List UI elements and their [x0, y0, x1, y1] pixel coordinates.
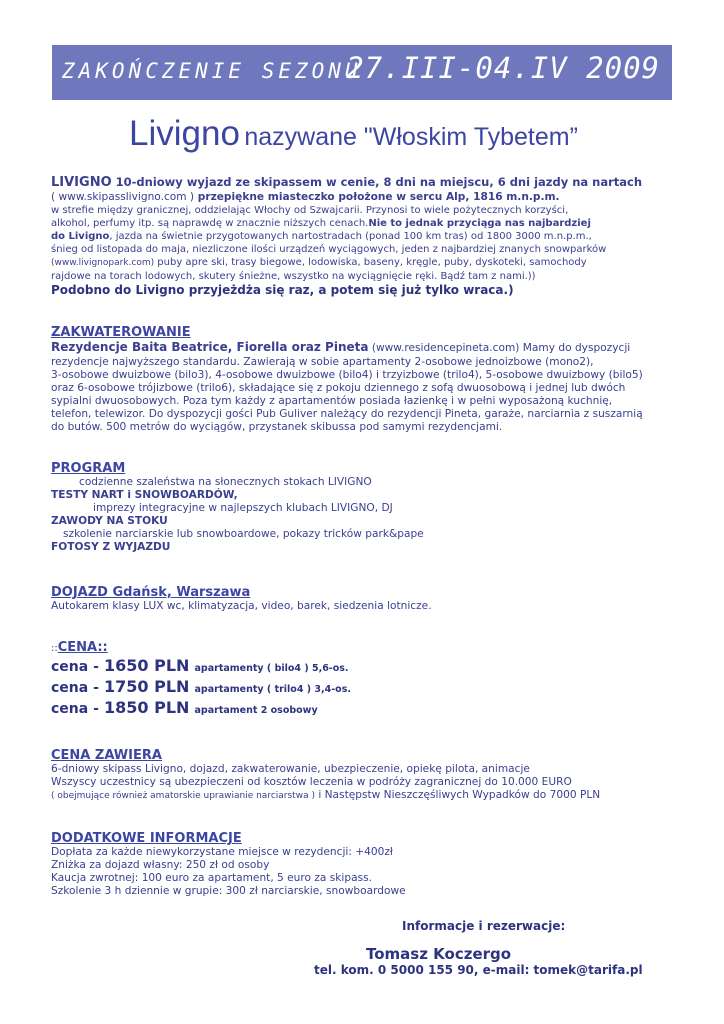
program-item: ZAWODY NA STOKU [51, 515, 168, 527]
contact-heading: Informacje i rezerwacje: [402, 919, 566, 933]
program-item: szkolenie narciarskie lub snowboardowe, pokazy tricków park&pape [63, 528, 424, 540]
intro-line-5-a: do Livigno [51, 231, 110, 242]
intro-line-3: w strefie między granicznej, oddzielając Włochy od Szwajcarii. Przynosi to wiele pożytecznych korzyści, [51, 205, 569, 216]
page-title [129, 114, 578, 154]
intro-line-2 [51, 191, 671, 204]
accommodation-line-3: 3-osobowe dwuizbowe (bilo3), 4-osobowe dwuizbowe (bilo4) i trzyizbowe (trilo4), 5-osobowe dwuizbowy (bilo5) [51, 369, 643, 381]
contact-details[interactable]: tel. kom. 0 5000 155 90, e-mail: tomek@tarifa.pl [314, 963, 643, 977]
intro-line-4 [51, 217, 671, 230]
transport-section [51, 585, 671, 613]
price-prefix: :: [51, 643, 58, 654]
price-row [51, 678, 671, 699]
price-amount: 1850 PLN [104, 698, 190, 717]
park-link[interactable]: (www.livignopark.com) [51, 258, 155, 268]
accommodation-line-5: sypialni dwuosobowych. Poza tym każdy z apartamentów posiada łazienkę i w pełni wyposażoną kuchnię, [51, 395, 613, 407]
transport-heading: DOJAZD Gdańsk, Warszawa [51, 585, 251, 600]
intro-tagline: przepiękne miasteczko położone w sercu Alp, 1816 m.n.p.m. [194, 191, 560, 203]
accommodation-line-7: do butów. 500 metrów do wyciągów, przystanek skibussa pod samymi rezydencjami. [51, 421, 503, 433]
residences-name: Rezydencje Baita Beatrice, Fiorella oraz Pineta [51, 340, 369, 354]
intro-slogan: Podobno do Livigno przyjeżdża się raz, a potem się już tylko wraca.) [51, 283, 514, 297]
extra-info-heading: DODATKOWE INFORMACJE [51, 831, 242, 846]
intro-lead: 10-dniowy wyjazd ze skipassem w cenie, 8 dni na miejscu, 6 dni jazdy na nartach [111, 175, 643, 189]
program-item: codzienne szaleństwa na słonecznych stokach LIVIGNO [79, 476, 372, 488]
price-desc: apartamenty ( bilo4 ) 5,6-os. [194, 663, 349, 674]
accommodation-line-2: rezydencje najwyższego standardu. Zawierają w sobie apartamenty 2-osobowe jednoizbowe (mono2), [51, 356, 594, 368]
title-rest: nazywane "Włoskim Tybetem” [244, 123, 578, 151]
program-section [51, 461, 671, 554]
insurance-note: ( obejmujące również amatorskie uprawianie narciarstwa ) [51, 791, 315, 801]
price-amount: 1750 PLN [104, 677, 190, 696]
extra-info-line: Dopłata za każde niewykorzystane miejsce w rezydencji: +400zł [51, 846, 393, 858]
extra-info-line: Zniżka za dojazd własny: 250 zł od osoby [51, 859, 270, 871]
accommodation-section [51, 325, 671, 434]
intro-line-4-b: Nie to jednak przyciąga nas najbardziej [368, 218, 591, 229]
program-item: FOTOSY Z WYJAZDU [51, 541, 171, 553]
intro-line-7-rest: puby apre ski, trasy biegowe, lodowiska, baseny, kręgle, puby, dyskoteki, samochody [154, 257, 587, 268]
extra-info-section [51, 831, 671, 898]
accommodation-line-6: telefon, telewizor. Do dyspozycji gości Pub Guliver należący do rezydencji Pineta, garaże, narciarnia z suszarnią [51, 408, 643, 420]
price-row [51, 657, 671, 678]
includes-line-3 [51, 789, 671, 803]
price-heading-row [51, 640, 671, 657]
price-section [51, 640, 671, 720]
intro-line-8: rajdowe na torach lodowych, skutery śnieżne, wszystko na wyciągnięcie ręki. Bądź tam z nami.)) [51, 271, 536, 282]
price-amount: 1650 PLN [104, 656, 190, 675]
header-banner [52, 45, 672, 100]
transport-line: Autokarem klasy LUX wc, klimatyzacja, video, barek, siedzenia lotnicze. [51, 600, 432, 612]
price-label: cena - [51, 680, 99, 696]
includes-heading: CENA ZAWIERA [51, 748, 162, 763]
intro-name: LIVIGNO [51, 175, 112, 190]
title-main: Livigno [129, 114, 240, 153]
intro-line-7 [51, 256, 671, 270]
price-label: cena - [51, 701, 99, 717]
price-heading: CENA:: [57, 640, 108, 655]
includes-line-1: 6-dniowy skipass Livigno, dojazd, zakwaterowanie, ubezpieczenie, opiekę pilota, animacje [51, 763, 530, 775]
includes-line-3-rest: i Następstw Nieszczęśliwych Wypadków do 7000 PLN [314, 789, 601, 801]
intro-line-1 [51, 174, 671, 191]
accommodation-line-4: oraz 6-osobowe trójizbowe (trilo6), składające się z pokoju dziennego z sofą dwuosobową i jednej lub dwóch [51, 382, 626, 394]
price-desc: apartament 2 osobowy [194, 705, 318, 716]
extra-info-line: Kaucja zwrotnej: 100 euro za apartament, 5 euro za skipass. [51, 872, 372, 884]
price-label: cena - [51, 659, 99, 675]
program-item: TESTY NART i SNOWBOARDÓW, [51, 489, 238, 501]
banner-dates: 27.III-04.IV 2009 [346, 51, 660, 85]
residences-rest: (www.residencepineta.com) Mamy do dyspozycji [368, 342, 631, 354]
intro-line-5-b: , jazda na świetnie przygotowanych nartostradach (ponad 100 km tras) od 1800 3000 m.n.p.m., [109, 231, 592, 242]
accommodation-line-1 [51, 340, 671, 356]
includes-line-2: Wszyscy uczestnicy są ubezpieczeni od kosztów leczenia w podróży zagranicznej do 10.000 EURO [51, 776, 572, 788]
skipass-link[interactable]: ( www.skipasslivigno.com ) [51, 191, 195, 203]
intro-line-5 [51, 230, 671, 243]
intro-section [51, 174, 671, 298]
price-desc: apartamenty ( trilo4 ) 3,4-os. [194, 684, 351, 695]
price-row [51, 699, 671, 720]
program-item: imprezy integracyjne w najlepszych klubach LIVIGNO, DJ [93, 502, 393, 514]
accommodation-heading: ZAKWATEROWANIE [51, 325, 191, 340]
intro-line-4-a: alkohol, perfumy itp. są naprawdę w znacznie niższych cenach. [51, 218, 369, 229]
extra-info-line: Szkolenie 3 h dziennie w grupie: 300 zł narciarskie, snowboardowe [51, 885, 406, 897]
contact-name: Tomasz Koczergo [366, 945, 512, 963]
intro-line-6: śnieg od listopada do maja, niezliczone ilości urządzeń wyciągowych, jeden z najbardziej znanych snowparków [51, 244, 607, 255]
program-heading: PROGRAM [51, 461, 126, 476]
includes-section [51, 748, 671, 803]
banner-title: ZAKOŃCZENIE SEZONU [62, 59, 362, 83]
